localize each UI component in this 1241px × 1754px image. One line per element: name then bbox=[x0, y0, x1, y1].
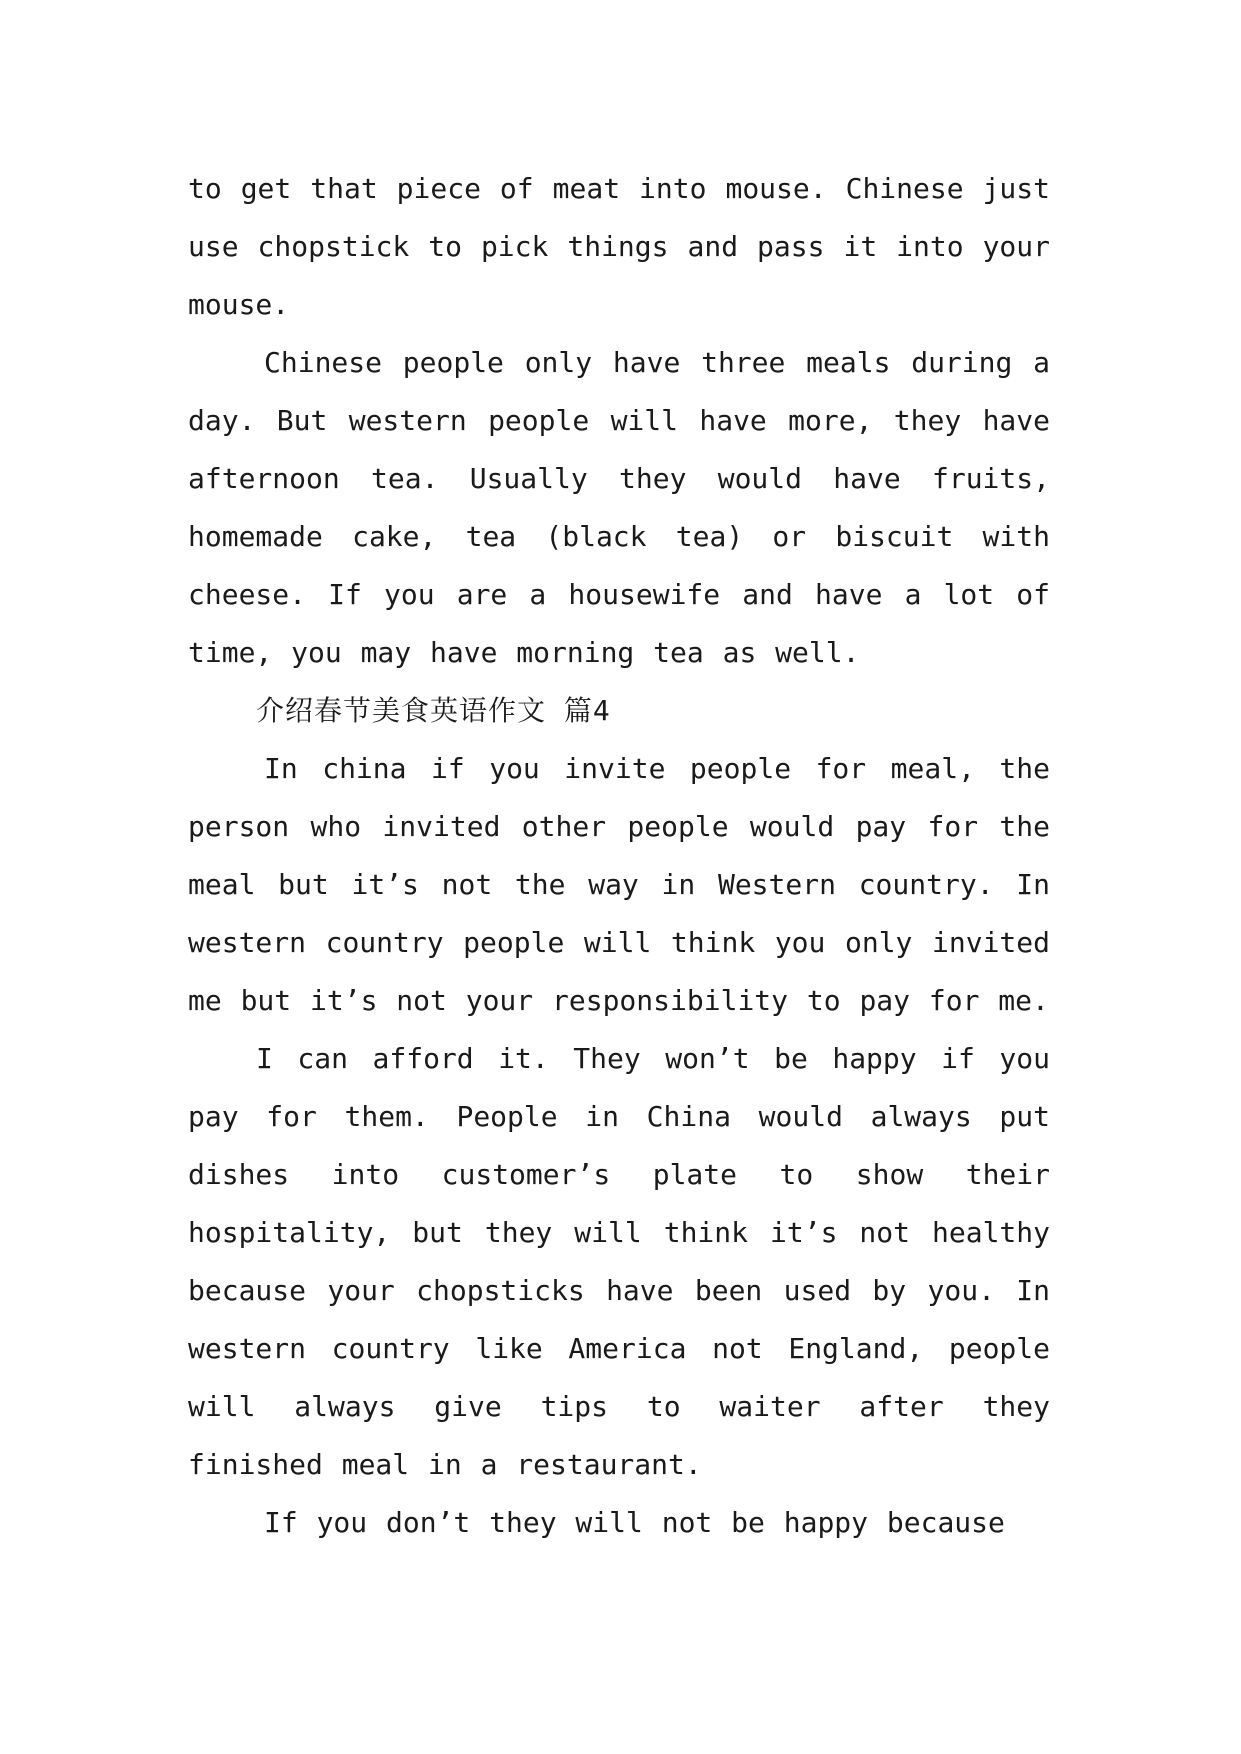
paragraph-continuation: to get that piece of meat into mouse. Chinese just use chopstick to pick things and pass it into your mouse. bbox=[188, 172, 1050, 321]
document-page bbox=[188, 160, 1050, 1552]
paragraph-tips: If you don’t they will not be happy because bbox=[264, 1506, 1005, 1539]
section-heading: 介绍春节美食英语作文 篇4 bbox=[256, 694, 611, 727]
paragraph-meals: Chinese people only have three meals during a day. But western people will have more, they have afternoon tea. Usually they would have fruits, homemade cake, tea (black tea) or biscuit with cheese. If you are a housewife and have a lot of time, you may have morning tea as well. bbox=[188, 346, 1050, 669]
paragraph-invite: In china if you invite people for meal, the person who invited other people would pay for the meal but it’s not the way in Western country. In western country people will think you only invited me but it’s not your responsibility to pay for me. bbox=[188, 752, 1050, 1017]
paragraph-afford: I can afford it. They won’t be happy if you pay for them. People in China would always put dishes into customer’s plate to show their hospitality, but they will think it’s not healthy because your chopsticks have been used by you. In western country like America not England, people will always give tips to waiter after they finished meal in a restaurant. bbox=[188, 1042, 1050, 1481]
